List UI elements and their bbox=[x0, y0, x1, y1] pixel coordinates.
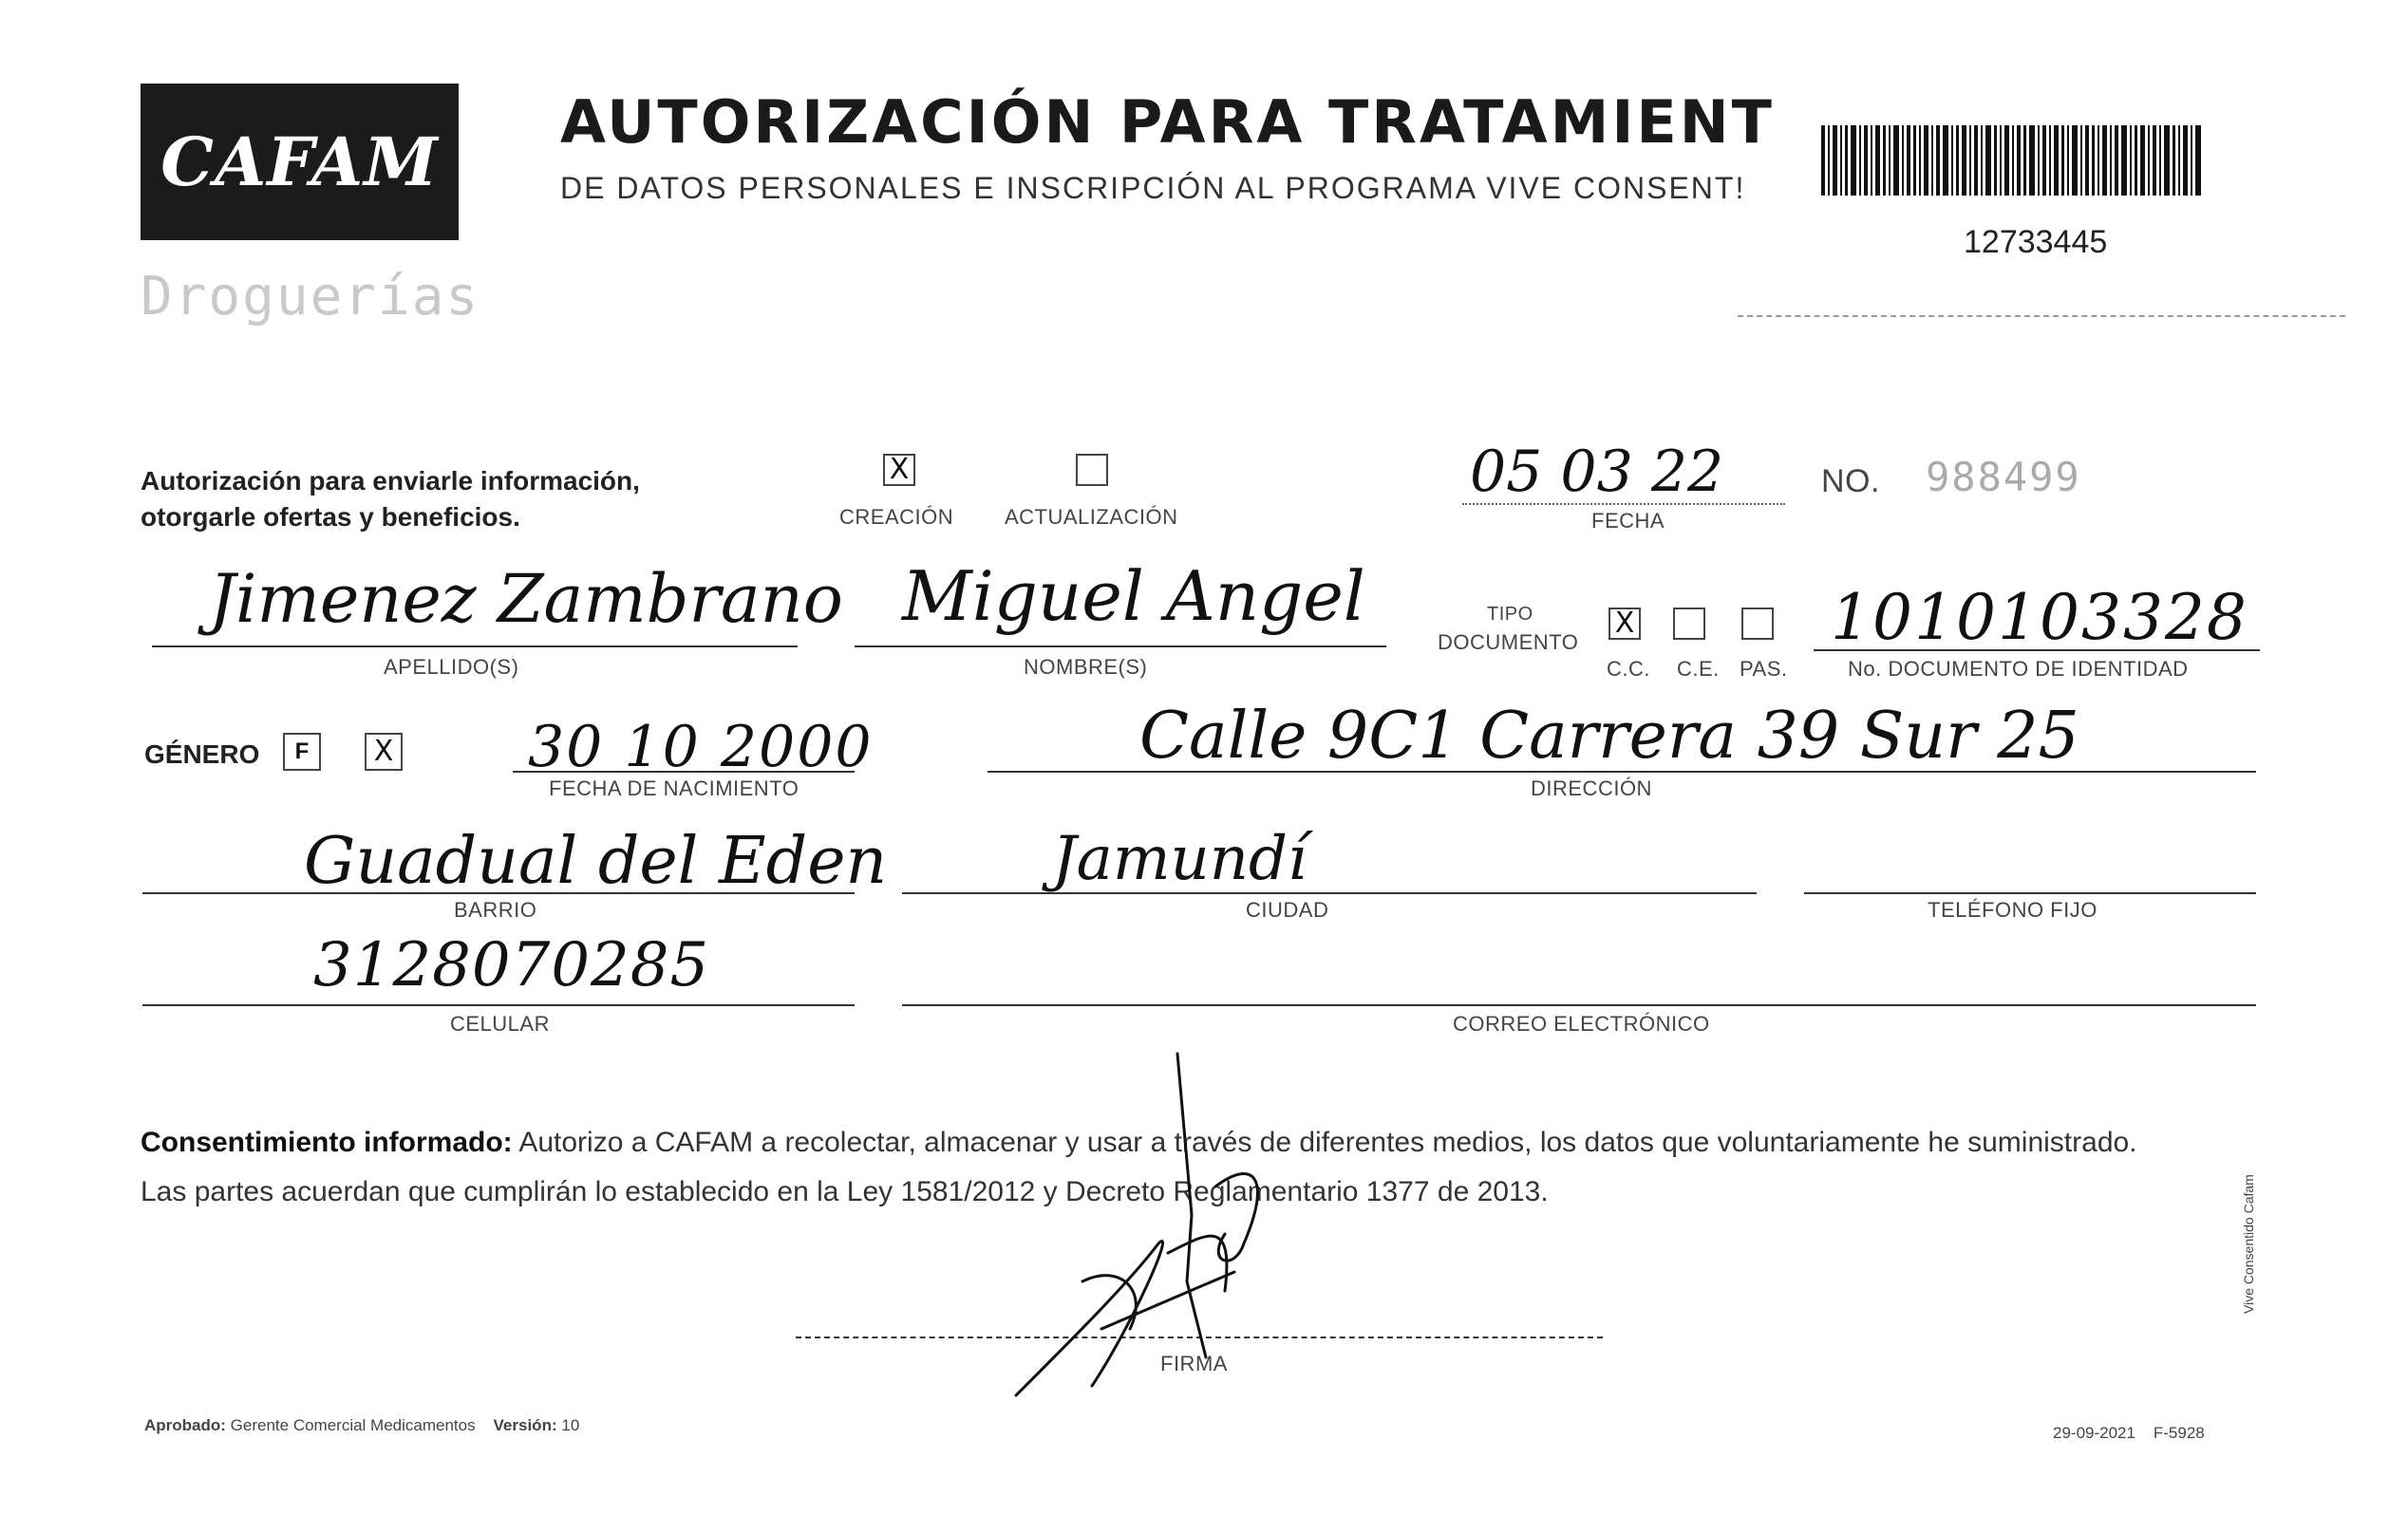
consent-line1: Autorizo a CAFAM a recolectar, almacenar y usar a través de diferentes medios, los datos que voluntariamente he suministrado. bbox=[512, 1127, 2137, 1158]
date-line bbox=[1462, 503, 1785, 505]
consent-line2: Las partes acuerdan que cumplirán lo establecido en la Ley 1581/2012 y Decreto Reglamentario 1377 de 2013. bbox=[141, 1176, 1549, 1207]
celular-label: CELULAR bbox=[450, 1012, 550, 1036]
address-value[interactable]: Calle 9C1 Carrera 39 Sur 25 bbox=[1139, 699, 2079, 774]
address-line bbox=[988, 771, 2256, 773]
version-label: Versión: bbox=[493, 1416, 557, 1434]
ciudad-label: CIUDAD bbox=[1246, 898, 1329, 922]
documento-label: DOCUMENTO bbox=[1438, 630, 1579, 654]
auth-label-line1: Autorización para enviarle información, bbox=[141, 466, 640, 495]
auth-label bbox=[141, 463, 640, 535]
logo-subtitle: Droguerías bbox=[141, 266, 480, 327]
doc-number-label: No. DOCUMENTO DE IDENTIDAD bbox=[1848, 657, 2189, 681]
birth-date-line bbox=[513, 771, 855, 773]
nombres-value[interactable]: Miguel Angel bbox=[902, 556, 1365, 636]
celular-value[interactable]: 3128070285 bbox=[313, 930, 710, 1000]
signature-mark bbox=[988, 1044, 1310, 1405]
footer-approval bbox=[144, 1416, 579, 1435]
auth-label-line2: otorgarle ofertas y beneficios. bbox=[141, 502, 520, 532]
tipo-label: TIPO bbox=[1487, 604, 1533, 625]
pas-checkbox[interactable] bbox=[1741, 608, 1774, 640]
ce-checkbox[interactable] bbox=[1673, 608, 1705, 640]
email-line[interactable] bbox=[902, 1004, 2256, 1006]
update-label: ACTUALIZACIÓN bbox=[1005, 505, 1178, 529]
barcode-icon bbox=[1821, 125, 2201, 196]
side-brand-text: Vive Consentido Cafam bbox=[2241, 1174, 2256, 1314]
creation-label: CREACIÓN bbox=[839, 505, 954, 529]
footer-codes bbox=[2053, 1424, 2205, 1443]
gender-f-checkbox[interactable]: F bbox=[283, 733, 321, 771]
creation-checkbox[interactable]: X bbox=[883, 454, 915, 486]
logo-text: CAFAM bbox=[160, 122, 439, 201]
email-label: CORREO ELECTRÓNICO bbox=[1453, 1012, 1710, 1036]
footer-date: 29-09-2021 bbox=[2053, 1424, 2135, 1442]
ce-label: C.E. bbox=[1677, 657, 1720, 681]
birth-date-value[interactable]: 30 10 2000 bbox=[528, 714, 874, 780]
barrio-value[interactable]: Guadual del Eden bbox=[304, 824, 888, 899]
cc-label: C.C. bbox=[1607, 657, 1650, 681]
apellidos-label: APELLIDO(S) bbox=[384, 655, 519, 679]
doc-number-value[interactable]: 1010103328 bbox=[1831, 581, 2248, 654]
form-number: 988499 bbox=[1926, 454, 2081, 500]
consent-title: Consentimiento informado: bbox=[141, 1127, 513, 1158]
version-value: 10 bbox=[561, 1416, 580, 1434]
ciudad-value[interactable]: Jamundí bbox=[1052, 824, 1307, 894]
apellidos-line bbox=[152, 645, 798, 647]
nombres-line bbox=[855, 645, 1386, 647]
form-subtitle: DE DATOS PERSONALES E INSCRIPCIÓN AL PROGRAMA VIVE CONSENT! bbox=[560, 171, 1746, 205]
celular-line bbox=[142, 1004, 855, 1006]
cafam-logo bbox=[141, 84, 459, 240]
footer-form-code: F-5928 bbox=[2153, 1424, 2205, 1442]
birth-date-label: FECHA DE NACIMIENTO bbox=[549, 776, 800, 800]
apellidos-value[interactable]: Jimenez Zambrano bbox=[209, 560, 843, 638]
address-label: DIRECCIÓN bbox=[1531, 776, 1652, 800]
barcode-number: 12733445 bbox=[1964, 224, 2108, 260]
telefono-label: TELÉFONO FIJO bbox=[1928, 898, 2098, 922]
signature-label: FIRMA bbox=[1160, 1352, 1228, 1375]
date-label: FECHA bbox=[1591, 509, 1665, 533]
barrio-line bbox=[142, 892, 855, 894]
update-checkbox[interactable] bbox=[1076, 454, 1108, 486]
nombres-label: NOMBRE(S) bbox=[1024, 655, 1148, 679]
gender-m-checkbox[interactable]: X bbox=[365, 733, 403, 771]
pas-label: PAS. bbox=[1740, 657, 1788, 681]
number-label: NO. bbox=[1821, 463, 1880, 499]
approved-label: Aprobado: bbox=[144, 1416, 226, 1434]
ciudad-line bbox=[902, 892, 1757, 894]
form-title: AUTORIZACIÓN PARA TRATAMIENT bbox=[560, 87, 1775, 157]
doc-number-line bbox=[1814, 649, 2260, 651]
divider bbox=[1738, 315, 2345, 317]
cc-checkbox[interactable]: X bbox=[1608, 608, 1641, 640]
date-value[interactable]: 05 03 22 bbox=[1470, 439, 1724, 505]
approved-value: Gerente Comercial Medicamentos bbox=[230, 1416, 476, 1434]
barrio-label: BARRIO bbox=[454, 898, 537, 922]
telefono-line[interactable] bbox=[1804, 892, 2256, 894]
genero-label: GÉNERO bbox=[144, 739, 260, 769]
